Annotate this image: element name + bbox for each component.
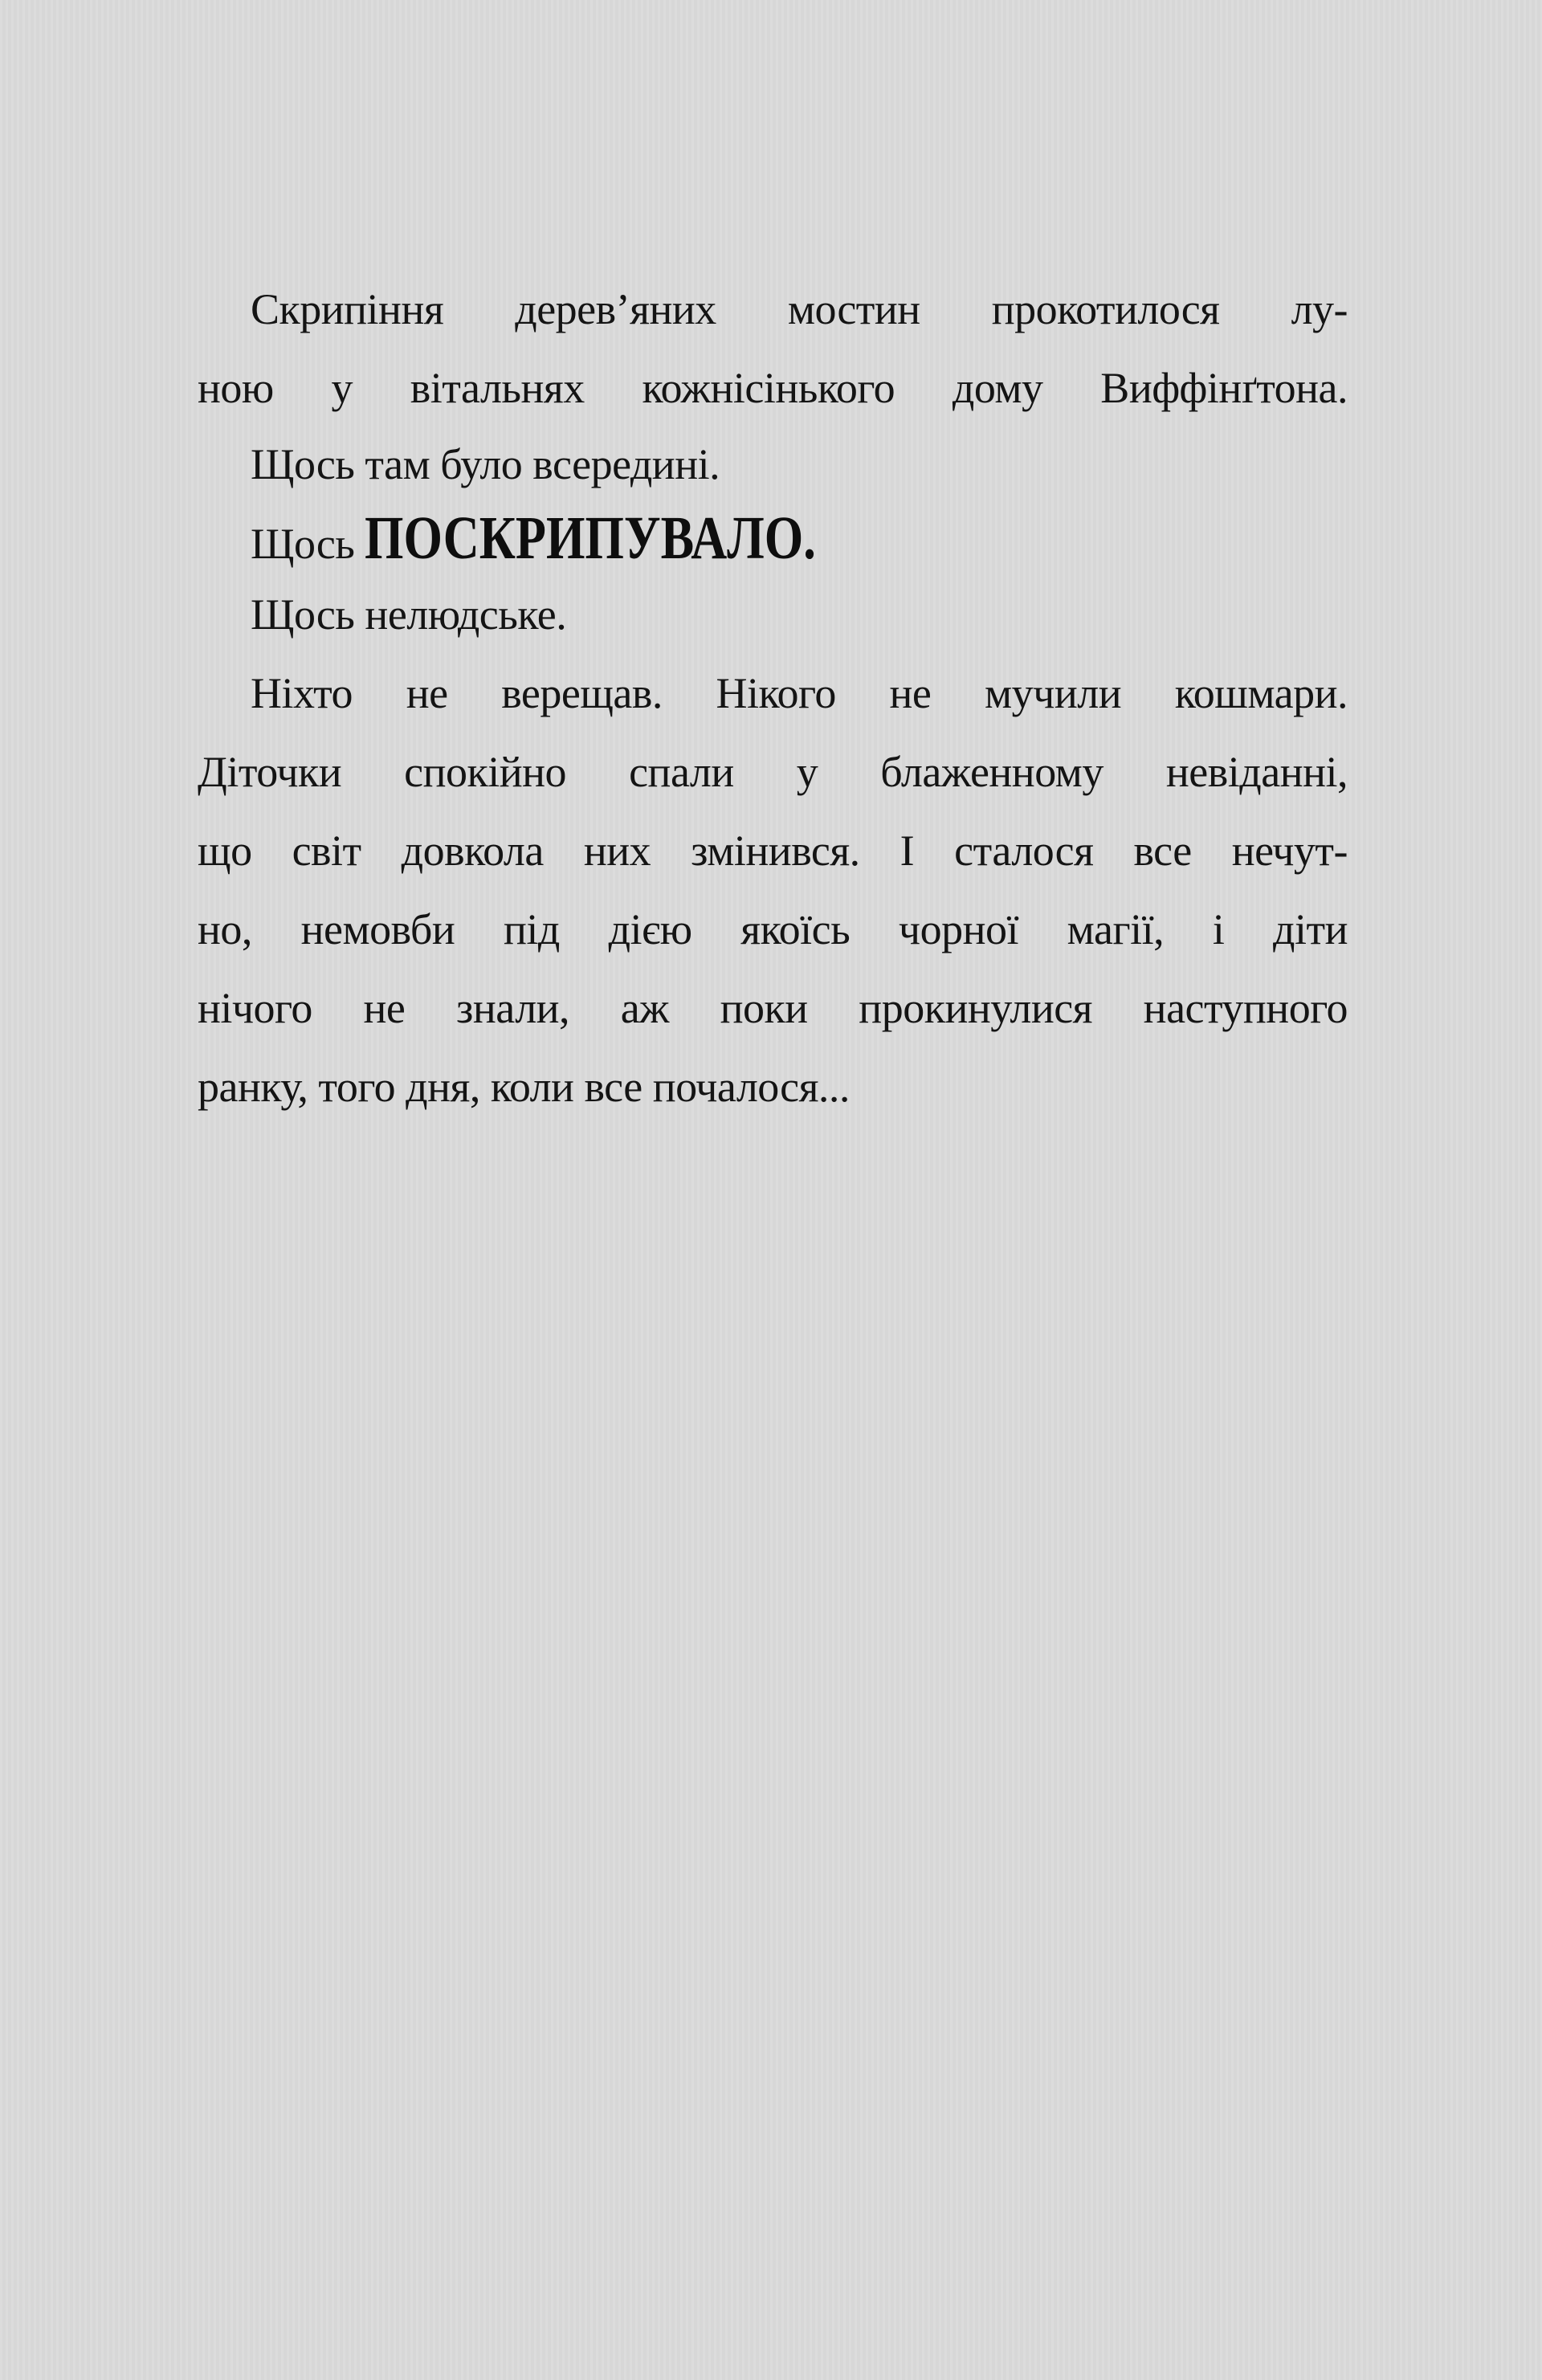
- text-line: Щось там було всередині.: [251, 440, 720, 488]
- text-line: що світ довкола них змінився. І сталося все нечут-: [198, 827, 1348, 875]
- text-line: Скрипіння дерев’яних мостин прокотилося лу-: [251, 285, 1348, 333]
- text-line: [198, 501, 1348, 575]
- text-line: нічого не знали, аж поки прокинулися наступного: [198, 984, 1348, 1032]
- paragraph-4: [198, 575, 1348, 654]
- paragraph-5: [198, 654, 1348, 1126]
- paragraph-2: [198, 427, 1348, 501]
- text-line: Ніхто не верещав. Нікого не мучили кошмари.: [251, 669, 1348, 717]
- text-prefix: Щось: [251, 520, 365, 568]
- paragraph-3: [198, 501, 1348, 575]
- book-page: [198, 270, 1348, 1126]
- emphasized-word: ПОСКРИПУВАЛО.: [365, 504, 817, 572]
- text-line: Діточки спокійно спали у блаженному невіданні,: [198, 748, 1348, 796]
- text-line: но, немовби під дією якоїсь чорної магії, і діти: [198, 905, 1348, 953]
- text-line: Щось нелюдське.: [251, 590, 567, 639]
- text-line: ною у вітальнях кожнісінького дому Виффінґтона.: [198, 364, 1348, 412]
- text-line: ранку, того дня, коли все почалося...: [198, 1063, 850, 1111]
- paragraph-1: [198, 270, 1348, 427]
